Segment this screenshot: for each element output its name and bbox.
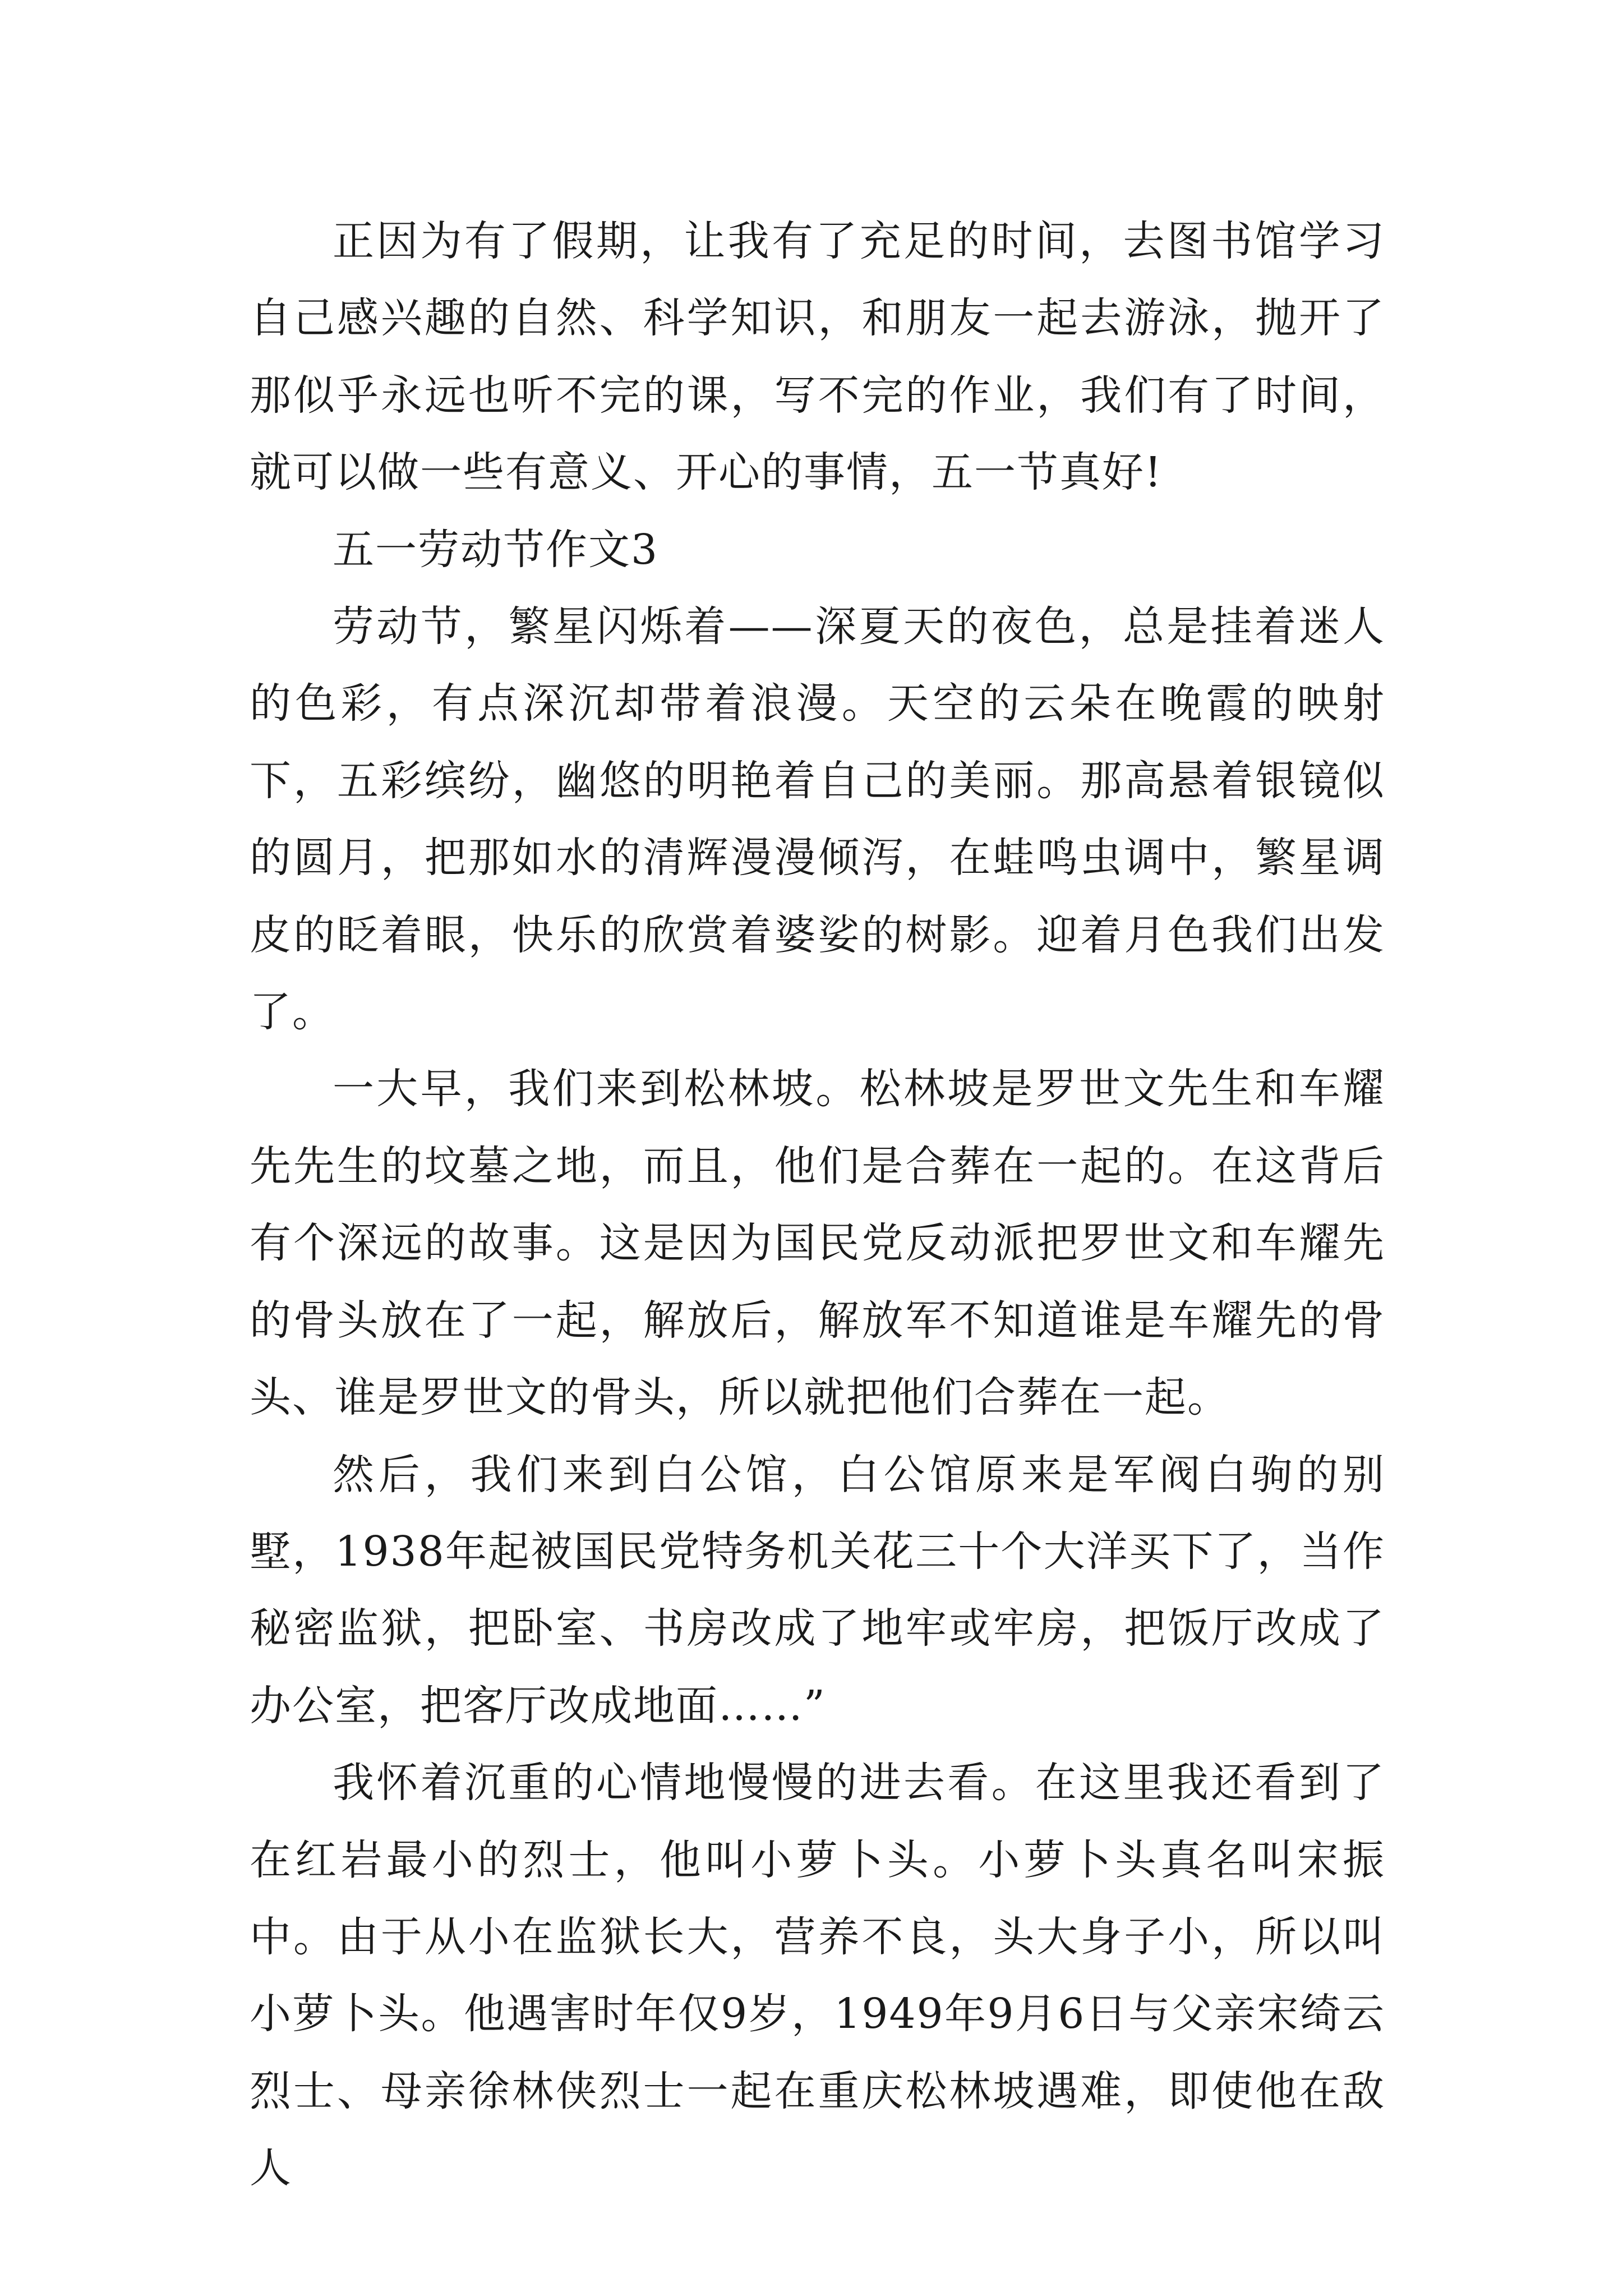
paragraph-5: 我怀着沉重的心情地慢慢的进去看。在这里我还看到了在红岩最小的烈士，他叫小萝卜头。小萝卜头真名叫宋振中。由于从小在监狱长大，营养不良，头大身子小，所以叫小萝卜头。他遇害时年仅9岁，1949年9月6日与父亲宋绮云烈士、母亲徐林侠烈士一起在重庆松林坡遇难，即使他在敌人 <box>250 1759 1385 2193</box>
essay-body <box>250 203 1385 2207</box>
paragraph-4: 然后，我们来到白公馆，白公馆原来是军阀白驹的别墅，1938年起被国民党特务机关花三十个大洋买下了，当作秘密监狱，把卧室、书房改成了地牢或牢房，把饭厅改成了办公室，把客厅改成地面……” <box>250 1450 1385 1730</box>
section-heading: 五一劳动节作文3 <box>333 525 659 574</box>
paragraph-3: 一大早，我们来到松林坡。松林坡是罗世文先生和车耀先先生的坟墓之地，而且，他们是合葬在一起的。在这背后有个深远的故事。这是因为国民党反动派把罗世文和车耀先的骨头放在了一起，解放后，解放军不知道谁是车耀先的骨头、谁是罗世文的骨头，所以就把他们合葬在一起。 <box>250 1065 1385 1422</box>
paragraph-1: 正因为有了假期，让我有了充足的时间，去图书馆学习自己感兴趣的自然、科学知识，和朋友一起去游泳，抛开了那似乎永远也听不完的课，写不完的作业，我们有了时间，就可以做一些有意义、开心的事情，五一节真好! <box>250 217 1385 497</box>
paragraph-2: 劳动节，繁星闪烁着——深夏天的夜色，总是挂着迷人的色彩，有点深沉却带着浪漫。天空的云朵在晚霞的映射下，五彩缤纷，幽悠的明艳着自己的美丽。那高悬着银镜似的圆月，把那如水的清辉漫漫倾泻，在蛙鸣虫调中，繁星调皮的眨着眼，快乐的欣赏着婆娑的树影。迎着月色我们出发了。 <box>250 602 1385 1037</box>
